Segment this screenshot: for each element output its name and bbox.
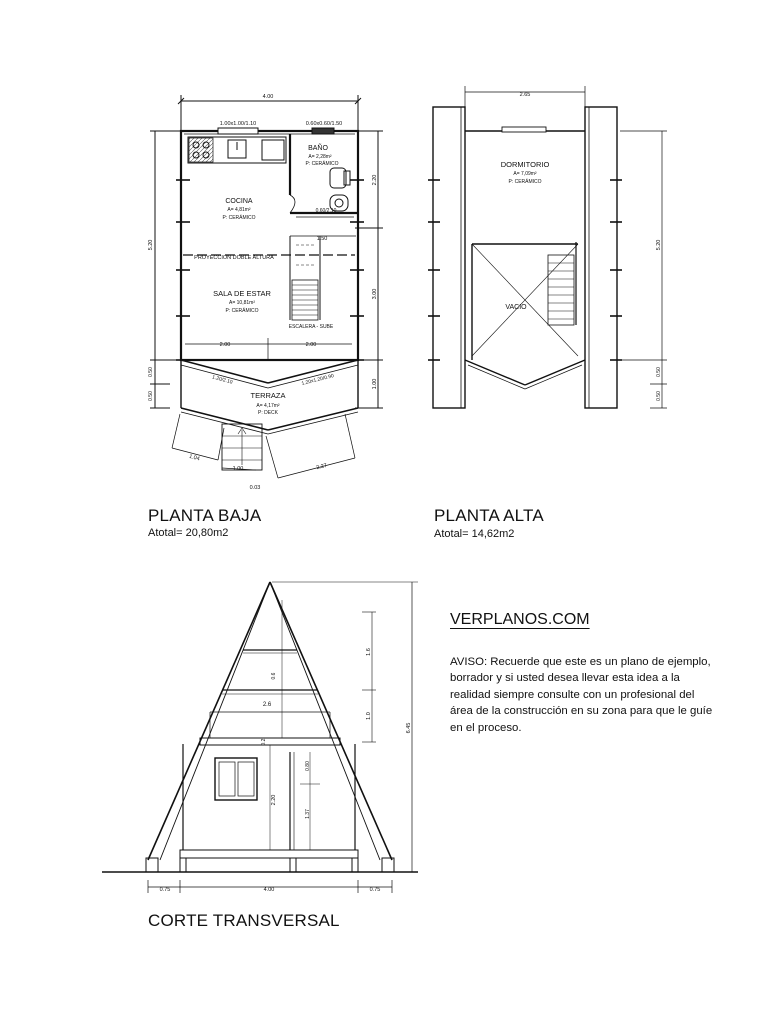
pa-window — [502, 127, 546, 132]
pb-stair — [290, 236, 356, 320]
pa-dormitorio-name: DORMITORIO — [500, 160, 550, 169]
pb-sala-area: A= 10,81m² — [229, 300, 255, 306]
pa-dim-rightbot2-label: 0.50 — [656, 391, 662, 401]
pb-window2-label: 0.60x0.60/1.50 — [305, 121, 343, 127]
pb-door-right-label: 1.20x1.20/0.90 — [300, 373, 335, 387]
corte-bottom-right-label: 0.75 — [369, 887, 381, 893]
planta-alta-labels — [501, 92, 662, 401]
corte-top-h-label: 1.6 — [366, 648, 372, 656]
pb-dim-bottomright-label: 2.00 — [305, 342, 317, 348]
corte-bottom-left-label: 0.75 — [159, 887, 171, 893]
pb-door-left-label: 1.20/2.10 — [211, 374, 234, 386]
pa-dormitorio-area: A= 7,09m² — [513, 171, 537, 177]
corte-door-h-label: 0.80 — [305, 761, 311, 771]
pa-left-beam — [433, 107, 465, 408]
planta-baja-labels — [148, 94, 378, 491]
pb-dim-rightmid-label: 3.00 — [372, 288, 378, 300]
pb-fridge — [262, 140, 284, 160]
pb-dim-bottomleft-label: 2.00 — [219, 342, 231, 348]
pa-dim-rightbot-label: 0.50 — [656, 367, 662, 377]
pb-escalera-label: ESCALERA - SUBE — [288, 324, 334, 330]
pb-terraza-area: A= 4,17m² — [256, 403, 280, 409]
pb-cocina-area: A= 4,81m² — [227, 207, 251, 213]
corte-small-a-label: 0.6 — [271, 672, 277, 680]
pb-dim-left-label: 5.20 — [148, 239, 154, 251]
notice-text: AVISO: Recuerde que este es un plano de ejemplo, borrador y si usted desea llevar esta idea a la realidad siempre consulte con un profesional del área de la construcción en su zona para que le guíe en el proceso. — [450, 656, 713, 734]
pb-cocina-name: COCINA — [225, 198, 253, 205]
planta-alta-drawing — [428, 86, 667, 408]
pb-ter2-label: 1.00 — [232, 466, 244, 472]
corte-bottom-mid-label: 4.00 — [263, 887, 275, 893]
pb-ter1-label: 1.04 — [188, 453, 201, 463]
pb-dim-rightbot-label: 1.00 — [372, 378, 378, 390]
pa-stair — [548, 255, 574, 325]
planta-baja-area: Atotal= 20,80m2 — [148, 527, 229, 539]
pa-dormitorio-floor: P: CERÁMICO — [508, 179, 542, 185]
corte-window — [215, 758, 257, 800]
pb-bano-name: BAÑO — [308, 145, 328, 152]
pb-stair-w-label: 1.50 — [316, 236, 328, 242]
corte-door-h2-label: 1.37 — [305, 809, 311, 819]
pb-sala-name: SALA DE ESTAR — [213, 289, 271, 298]
pb-bano-area: A= 2,28m² — [308, 154, 332, 160]
corte-drawing — [102, 582, 418, 893]
corte-lower-h-label: 2.20 — [271, 794, 277, 806]
pb-dim-leftbot-label: 0.50 — [148, 367, 154, 377]
pb-bano-floor: P: CERÁMICO — [305, 161, 339, 167]
brand-link[interactable]: VERPLANOS.COM — [450, 611, 590, 628]
corte-total-h-label: 6.45 — [406, 722, 412, 734]
pb-window-1 — [218, 128, 258, 134]
pb-terraza-name: TERRAZA — [250, 391, 286, 400]
corte-floor-w-label: 2.6 — [262, 702, 272, 708]
pb-proyeccion-label: PROYECCION DOBLE ALTURA — [194, 255, 274, 261]
planta-baja-title: PLANTA BAJA — [148, 506, 262, 525]
planta-alta-title: PLANTA ALTA — [434, 506, 544, 525]
pb-ter3-label: 2.27 — [315, 462, 328, 472]
corte-title: CORTE TRANSVERSAL — [148, 911, 340, 930]
corte-mid-h-label: 1.0 — [366, 712, 372, 720]
pb-window-2 — [312, 128, 334, 134]
pb-sala-floor: P: CERÁMICO — [225, 308, 259, 314]
pb-cocina-floor: P: CERÁMICO — [222, 215, 256, 221]
pb-window1-label: 1.00x1.00/1.10 — [219, 121, 257, 127]
planta-baja-drawing — [150, 95, 383, 478]
pa-vacio-name: VACIO — [505, 304, 527, 311]
pb-door-bath-label: 0.60/2.10 — [315, 208, 337, 214]
pb-dim-top-label: 4.00 — [262, 94, 274, 100]
pb-stove — [189, 138, 213, 162]
planta-alta-area: Atotal= 14,62m2 — [434, 528, 515, 540]
pa-dim-right-label: 5.20 — [656, 239, 662, 251]
pb-terraza-floor: P: DECK — [257, 410, 279, 416]
corte-labels — [160, 648, 412, 893]
pa-dim-top-label: 2.65 — [519, 92, 531, 98]
pb-dim-righttop-label: 2.20 — [372, 174, 378, 186]
pb-ter4-label: 0.03 — [249, 485, 261, 491]
corte-small-b-label: 0.2 — [261, 738, 267, 746]
pb-dim-leftbot2-label: 0.50 — [148, 391, 154, 401]
pa-right-beam — [585, 107, 617, 408]
